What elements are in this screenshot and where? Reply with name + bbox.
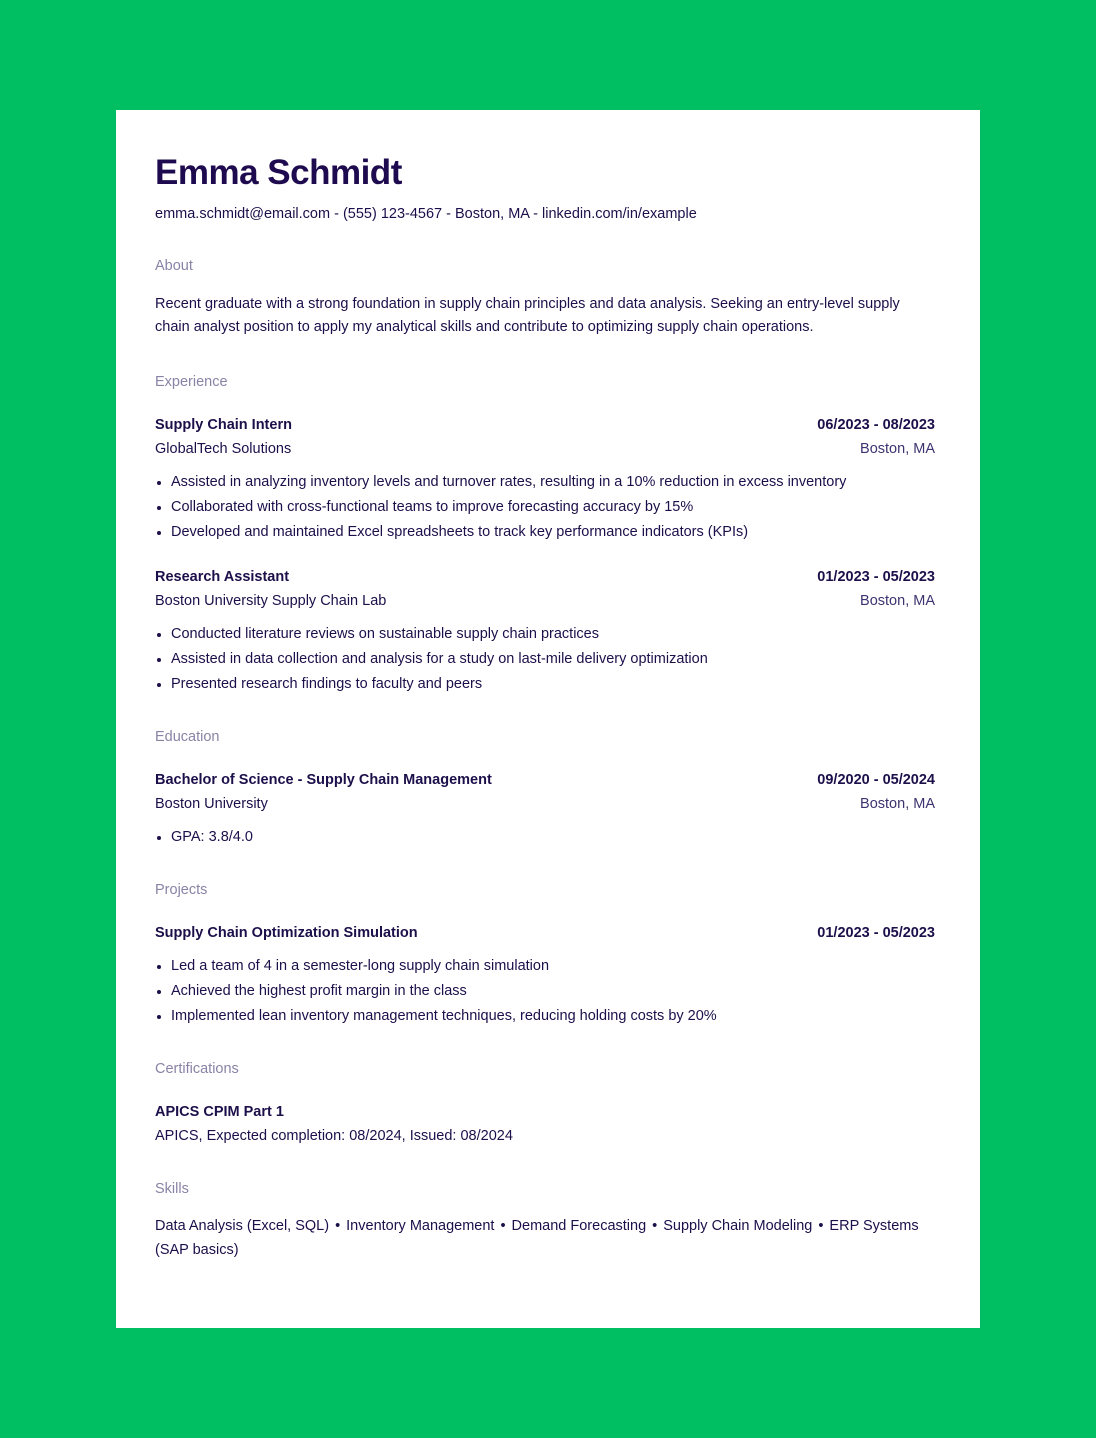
section-title-about: About [155, 258, 193, 274]
certification-details: Expected completion: 08/2024, Issued: 08/2024 [206, 1128, 513, 1144]
job-company: GlobalTech Solutions [155, 441, 292, 457]
section-title-education: Education [155, 729, 220, 745]
education-bullets [155, 827, 935, 847]
list-item: • Led a team of 4 in a semester-long supply chain simulation [171, 956, 935, 976]
school-name: Boston University [155, 796, 268, 812]
list-item: • GPA: 3.8/4.0 [171, 827, 935, 847]
skill-separator: • [818, 1218, 824, 1234]
list-item: • Developed and maintained Excel spreadsheets to track key performance indicators (KPIs) [171, 522, 935, 542]
experience-entry [155, 567, 935, 694]
skill-item: Supply Chain Modeling [663, 1218, 813, 1234]
job-title: Research Assistant [155, 569, 290, 585]
certification-entry [155, 1102, 935, 1146]
project-name: Supply Chain Optimization Simulation [155, 925, 418, 941]
skill-separator: • [335, 1218, 341, 1234]
project-entry [155, 923, 935, 1026]
list-item: • Collaborated with cross-functional teams to improve forecasting accuracy by 15% [171, 497, 935, 517]
job-location: Boston, MA [860, 441, 935, 457]
job-location: Boston, MA [860, 593, 935, 609]
list-item: • Assisted in analyzing inventory levels and turnover rates, resulting in a 10% reduction in excess inventory [171, 472, 935, 492]
skill-item: Data Analysis (Excel, SQL) [155, 1218, 330, 1234]
job-bullets [155, 624, 935, 694]
list-item: • Achieved the highest profit margin in the class [171, 981, 935, 1001]
list-item: • Implemented lean inventory management techniques, reducing holding costs by 20% [171, 1006, 935, 1026]
job-company: Boston University Supply Chain Lab [155, 593, 387, 609]
resume-page [116, 110, 980, 1328]
job-title: Supply Chain Intern [155, 417, 292, 433]
section-title-projects: Projects [155, 882, 208, 898]
certification-issuer: APICS, [155, 1128, 203, 1144]
school-location: Boston, MA [860, 796, 935, 812]
skill-item: Demand Forecasting [511, 1218, 647, 1234]
project-bullets [155, 956, 935, 1026]
skill-separator: • [500, 1218, 506, 1234]
degree-title: Bachelor of Science - Supply Chain Management [155, 772, 492, 788]
skill-item: ERP Systems (SAP basics) [155, 1218, 919, 1258]
project-dates: 01/2023 - 05/2023 [817, 925, 935, 941]
certification-name: APICS CPIM Part 1 [155, 1104, 284, 1120]
education-dates: 09/2020 - 05/2024 [817, 772, 935, 788]
skill-item: Inventory Management [346, 1218, 495, 1234]
about-text: Recent graduate with a strong foundation in supply chain principles and data analysis. Seeking an entry-level supply chain analyst position to apply my analytical skills and contribute to optimizing supply chain operations. [155, 296, 900, 335]
section-title-experience: Experience [155, 374, 228, 390]
list-item: • Assisted in data collection and analysis for a study on last-mile delivery optimization [171, 649, 935, 669]
list-item: • Conducted literature reviews on sustainable supply chain practices [171, 624, 935, 644]
section-title-certifications: Certifications [155, 1061, 239, 1077]
job-dates: 01/2023 - 05/2023 [817, 569, 935, 585]
experience-entry [155, 415, 935, 542]
list-item: • Presented research findings to faculty and peers [171, 674, 935, 694]
skills-list [155, 1214, 935, 1262]
candidate-name: Emma Schmidt [155, 153, 402, 192]
skill-separator: • [652, 1218, 658, 1234]
job-bullets [155, 472, 935, 542]
certification-details-line [155, 1126, 935, 1146]
education-entry [155, 770, 935, 847]
job-dates: 06/2023 - 08/2023 [817, 417, 935, 433]
section-title-skills: Skills [155, 1181, 189, 1197]
contact-line: emma.schmidt@email.com - (555) 123-4567 - Boston, MA - linkedin.com/in/example [155, 206, 697, 222]
